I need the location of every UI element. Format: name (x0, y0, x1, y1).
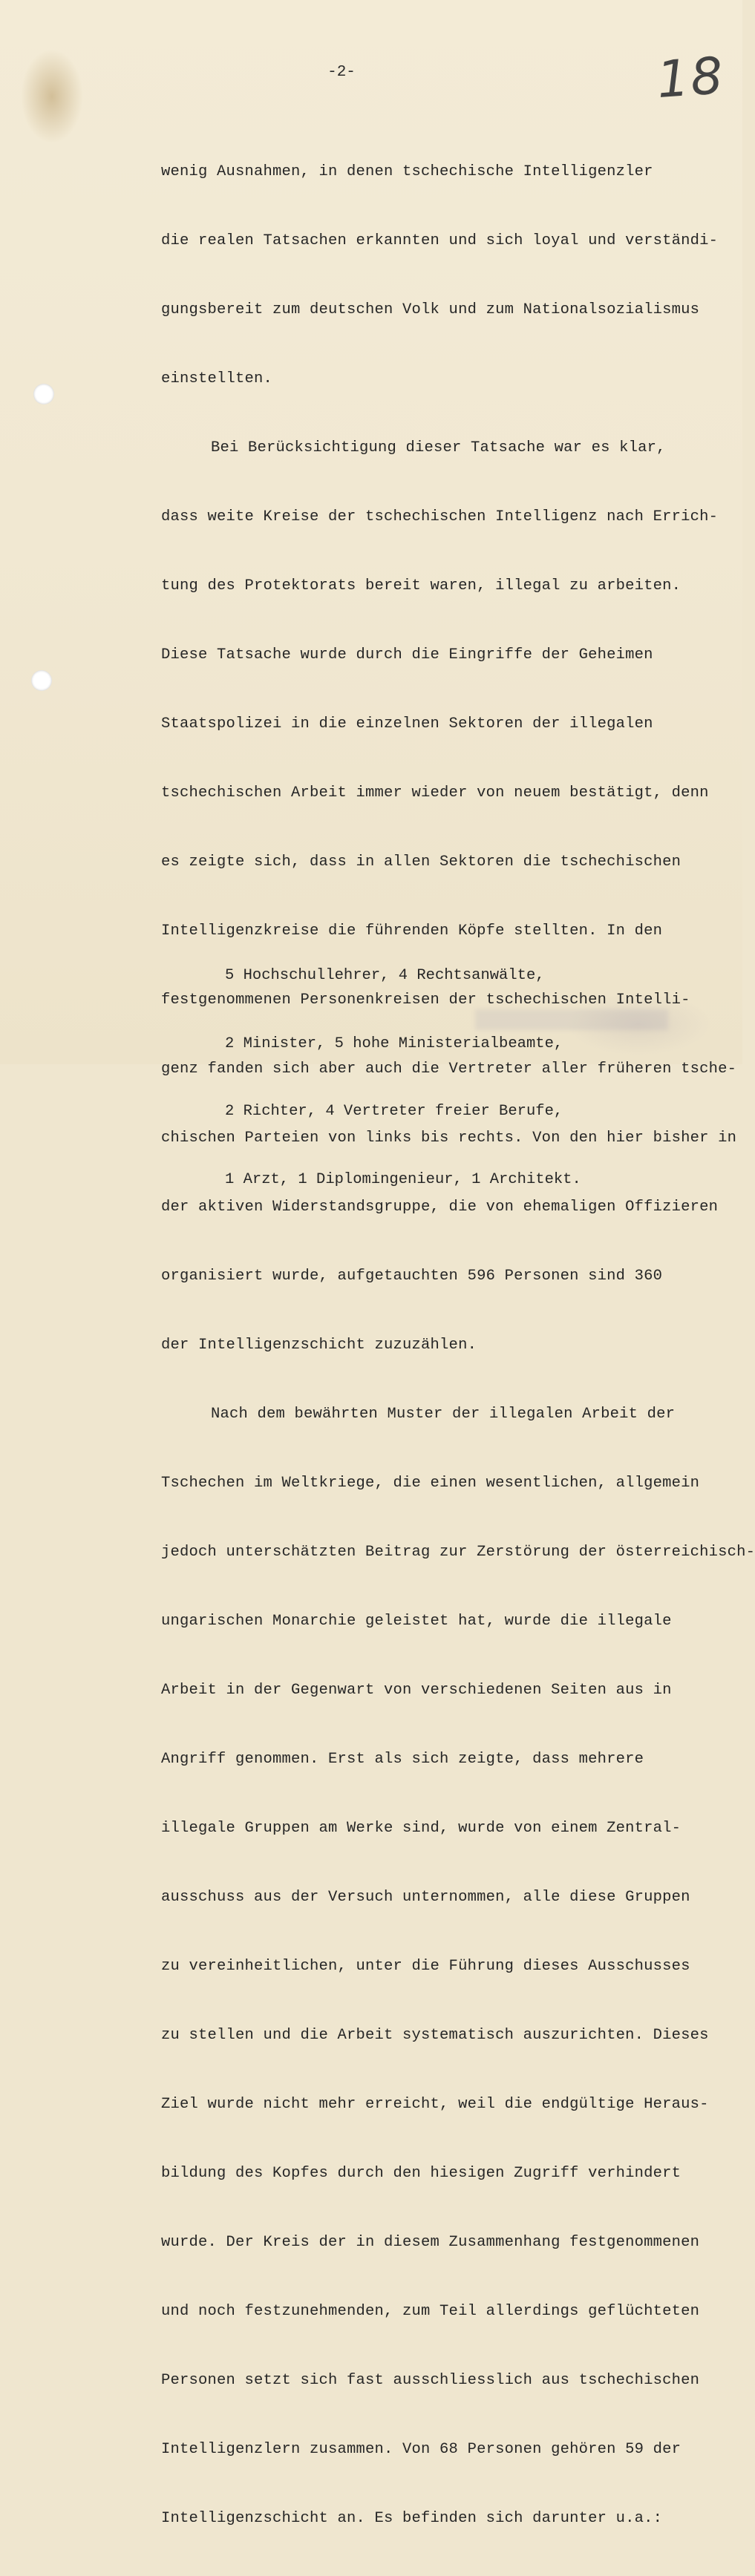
text-line: Ziel wurde nicht mehr erreicht, weil die endgültige Heraus- (161, 2096, 709, 2113)
faded-stamp (475, 1009, 668, 1030)
punch-hole (33, 384, 54, 404)
text-line: und noch festzunehmenden, zum Teil allerdings geflüchteten (161, 2303, 700, 2320)
list-item: 2 Richter, 4 Vertreter freier Berufe, (225, 1103, 563, 1120)
folio-number: 18 (655, 46, 727, 111)
text-line: Personen setzt sich fast ausschliesslich aus tschechischen (161, 2372, 700, 2389)
text-line: Tschechen im Weltkriege, die einen wesentlichen, allgemein (161, 1475, 700, 1492)
text-line: Intelligenzschicht an. Es befinden sich darunter u.a.: (161, 2510, 663, 2527)
text-line: gungsbereit zum deutschen Volk und zum Nationalsozialismus (161, 301, 700, 318)
text-line: Staatspolizei in die einzelnen Sektoren der illegalen (161, 715, 653, 733)
text-line: Diese Tatsache wurde durch die Eingriffe der Geheimen (161, 646, 653, 663)
text-line: zu vereinheitlichen, unter die Führung dieses Ausschusses (161, 1958, 690, 1975)
body-text (161, 114, 755, 2576)
text-line: illegale Gruppen am Werke sind, wurde von einem Zentral- (161, 1820, 682, 1837)
list-item: 1 Arzt, 1 Diplomingenieur, 1 Architekt. (225, 1170, 581, 1188)
text-line: organisiert wurde, aufgetauchten 596 Personen sind 360 (161, 1268, 663, 1285)
page-number: -2- (327, 64, 356, 81)
text-line: ausschuss aus der Versuch unternommen, alle diese Gruppen (161, 1889, 690, 1906)
text-line: es zeigte sich, dass in allen Sektoren die tschechischen (161, 853, 682, 871)
paragraph-start-line: Nach dem bewährten Muster der illegalen Arbeit der (211, 1406, 676, 1423)
text-line: der aktiven Widerstandsgruppe, die von ehemaligen Offizieren (161, 1199, 719, 1216)
text-line: Intelligenzlern zusammen. Von 68 Personen gehören 59 der (161, 2441, 682, 2458)
text-line: bildung des Kopfes durch den hiesigen Zugriff verhindert (161, 2165, 682, 2182)
text-line: Arbeit in der Gegenwart von verschiedenen Seiten aus in (161, 1682, 672, 1699)
paragraph-start-line: Bei Berücksichtigung dieser Tatsache war es klar, (211, 439, 666, 456)
list-item: 5 Hochschullehrer, 4 Rechtsanwälte, (225, 967, 545, 984)
text-line: Intelligenzkreise die führenden Köpfe stellten. In den (161, 922, 663, 940)
text-line: tschechischen Arbeit immer wieder von neuem bestätigt, denn (161, 784, 709, 802)
punch-hole (31, 670, 52, 691)
text-line: wenig Ausnahmen, in denen tschechische Intelligenzler (161, 163, 653, 180)
text-line: zu stellen und die Arbeit systematisch auszurichten. Dieses (161, 2027, 709, 2044)
text-line: ungarischen Monarchie geleistet hat, wurde die illegale (161, 1613, 672, 1630)
text-line: tung des Protektorats bereit waren, illegal zu arbeiten. (161, 577, 682, 594)
text-line: genz fanden sich aber auch die Vertreter aller früheren tsche- (161, 1061, 737, 1078)
text-line: die realen Tatsachen erkannten und sich loyal und verständi- (161, 232, 719, 249)
enumeration-list (225, 920, 581, 1236)
text-line: chischen Parteien von links bis rechts. Von den hier bisher in (161, 1130, 737, 1147)
text-line: wurde. Der Kreis der in diesem Zusammenhang festgenommenen (161, 2234, 700, 2251)
text-line: jedoch unterschätzten Beitrag zur Zerstörung der österreichisch- (161, 1544, 755, 1561)
text-line: Angriff genommen. Erst als sich zeigte, dass mehrere (161, 1751, 644, 1768)
text-line: festgenommenen Personenkreisen der tschechischen Intelli- (161, 992, 690, 1009)
text-line: der Intelligenzschicht zuzuzählen. (161, 1337, 477, 1354)
text-line: dass weite Kreise der tschechischen Intelligenz nach Errich- (161, 508, 719, 525)
text-line: einstellten. (161, 370, 273, 387)
list-item: 2 Minister, 5 hohe Ministerialbeamte, (225, 1035, 563, 1052)
